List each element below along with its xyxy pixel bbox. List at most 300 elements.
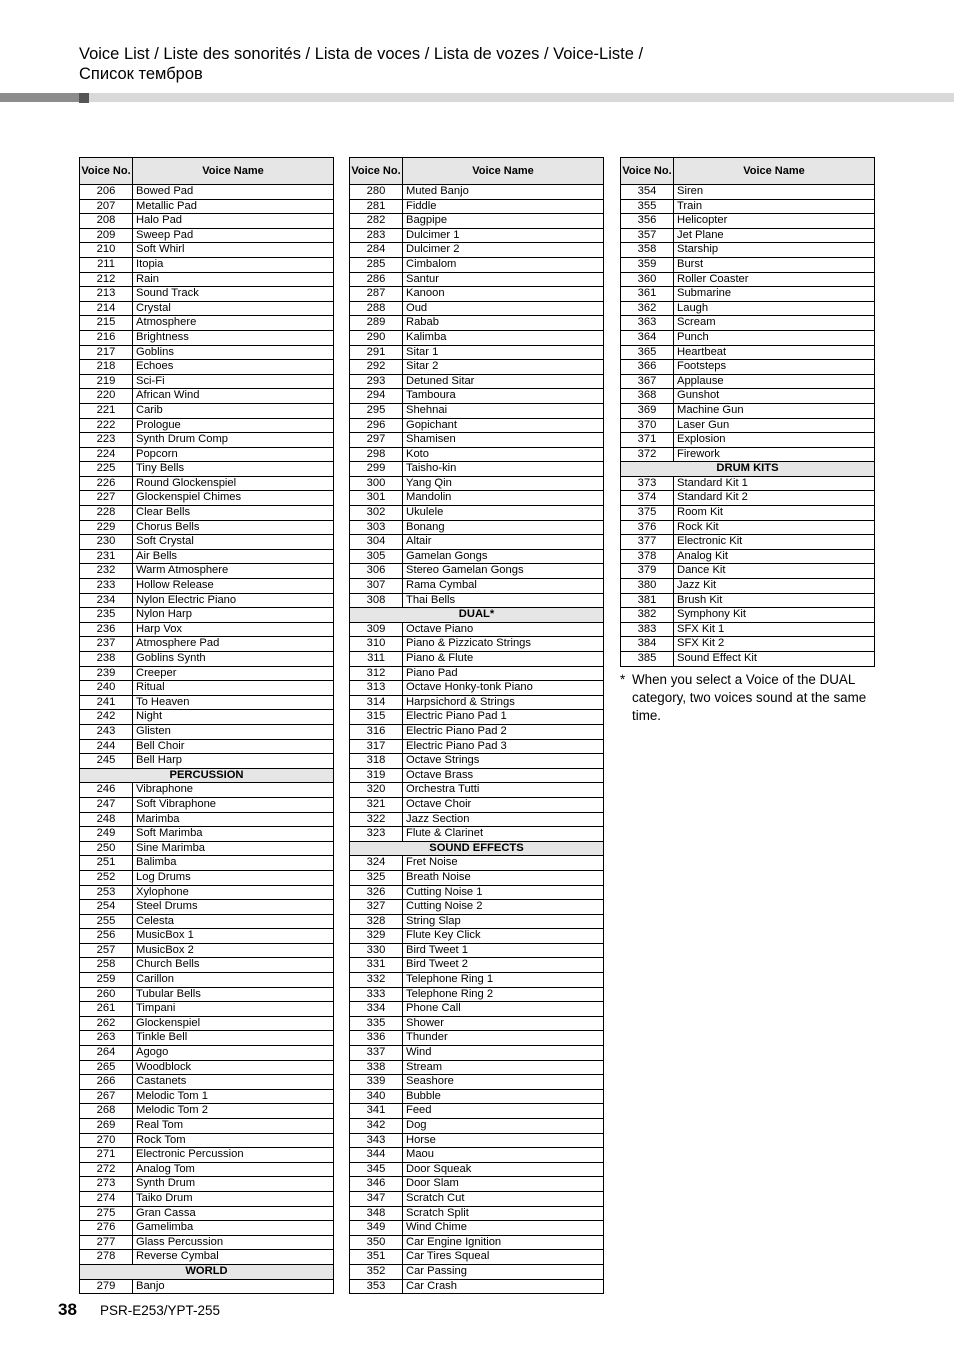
table-row: [80, 272, 334, 287]
voice-name: Orchestra Tutti: [403, 783, 604, 798]
voice-number: 362: [621, 301, 674, 316]
voice-name: Church Bells: [133, 958, 334, 973]
voice-name: Train: [674, 199, 875, 214]
voice-name: Wind Chime: [403, 1221, 604, 1236]
table-row: [350, 652, 604, 667]
table-row: [350, 1002, 604, 1017]
table-row: [80, 783, 334, 798]
voice-name: Kanoon: [403, 287, 604, 302]
table-row: [350, 885, 604, 900]
voice-number: 269: [80, 1119, 133, 1134]
voice-name: Glisten: [133, 724, 334, 739]
table-row: [621, 418, 875, 433]
voice-name: Footsteps: [674, 360, 875, 375]
table-row: [80, 301, 334, 316]
voice-number: 284: [350, 243, 403, 258]
voice-number: 295: [350, 403, 403, 418]
voice-name: Door Squeak: [403, 1162, 604, 1177]
table-row: [80, 754, 334, 769]
voice-name-header: Voice Name: [133, 158, 334, 185]
voice-number: 259: [80, 973, 133, 988]
table-row: [80, 724, 334, 739]
table-row: [80, 287, 334, 302]
voice-name: Sitar 2: [403, 360, 604, 375]
voice-number: 258: [80, 958, 133, 973]
table-row: [350, 564, 604, 579]
table-row: [350, 856, 604, 871]
voice-name: Dulcimer 1: [403, 228, 604, 243]
voice-name: Explosion: [674, 433, 875, 448]
voice-number: 358: [621, 243, 674, 258]
table-row: [80, 666, 334, 681]
voice-name: Warm Atmosphere: [133, 564, 334, 579]
voice-number: 356: [621, 214, 674, 229]
voice-number: 261: [80, 1002, 133, 1017]
voice-name: Rabab: [403, 316, 604, 331]
voice-name: Heartbeat: [674, 345, 875, 360]
voice-number: 271: [80, 1148, 133, 1163]
voice-name: Glockenspiel Chimes: [133, 491, 334, 506]
table-row: [350, 403, 604, 418]
voice-number: 255: [80, 914, 133, 929]
voice-name: Itopia: [133, 257, 334, 272]
voice-number: 337: [350, 1046, 403, 1061]
table-row: [350, 1206, 604, 1221]
table-row: [80, 856, 334, 871]
voice-number: 373: [621, 476, 674, 491]
table-row: [350, 476, 604, 491]
voice-number: 268: [80, 1104, 133, 1119]
voice-number: 253: [80, 885, 133, 900]
voice-name: Firework: [674, 447, 875, 462]
voice-name: Reverse Cymbal: [133, 1250, 334, 1265]
table-row: [350, 1221, 604, 1236]
table-row: [350, 637, 604, 652]
voice-number: 227: [80, 491, 133, 506]
table-row: [80, 1148, 334, 1163]
voice-name: Synth Drum: [133, 1177, 334, 1192]
table-row: [80, 827, 334, 842]
voice-number: 240: [80, 681, 133, 696]
table-row: [80, 622, 334, 637]
voice-name: Melodic Tom 1: [133, 1089, 334, 1104]
voice-number: 252: [80, 870, 133, 885]
voice-name: Soft Marimba: [133, 827, 334, 842]
voice-name: Laser Gun: [674, 418, 875, 433]
page-title-line-1: Voice List / Liste des sonorités / Lista de voces / Lista de vozes / Voice-Liste /: [79, 45, 644, 63]
table-row: [80, 1075, 334, 1090]
voice-name: Bubble: [403, 1089, 604, 1104]
voice-name: Analog Tom: [133, 1162, 334, 1177]
voice-number: 215: [80, 316, 133, 331]
voice-number: 338: [350, 1060, 403, 1075]
table-row: [350, 783, 604, 798]
voice-name: Siren: [674, 185, 875, 200]
table-row: [80, 885, 334, 900]
voice-name: Oud: [403, 301, 604, 316]
table-row: [350, 316, 604, 331]
voice-name: Timpani: [133, 1002, 334, 1017]
voice-name: Tubular Bells: [133, 987, 334, 1002]
voice-number: 351: [350, 1250, 403, 1265]
table-row: [350, 214, 604, 229]
table-row: [80, 637, 334, 652]
voice-number: 307: [350, 579, 403, 594]
voice-name: Nylon Harp: [133, 608, 334, 623]
voice-number: 298: [350, 447, 403, 462]
voice-number: 375: [621, 506, 674, 521]
voice-number: 263: [80, 1031, 133, 1046]
voice-number: 226: [80, 476, 133, 491]
voice-table-3: [620, 157, 875, 667]
voice-name: Thai Bells: [403, 593, 604, 608]
voice-name: Log Drums: [133, 870, 334, 885]
voice-name: Cutting Noise 2: [403, 900, 604, 915]
table-row: [350, 433, 604, 448]
voice-name: Thunder: [403, 1031, 604, 1046]
table-row: [350, 987, 604, 1002]
voice-name: Jet Plane: [674, 228, 875, 243]
table-row: [350, 958, 604, 973]
voice-number: 236: [80, 622, 133, 637]
table-row: [350, 345, 604, 360]
voice-name: Banjo: [133, 1279, 334, 1294]
voice-name: Electronic Kit: [674, 535, 875, 550]
voice-number: 254: [80, 900, 133, 915]
table-row: [621, 301, 875, 316]
table-row: [350, 579, 604, 594]
table-row: [80, 797, 334, 812]
voice-number: 246: [80, 783, 133, 798]
table-row: [621, 287, 875, 302]
voice-number: 230: [80, 535, 133, 550]
voice-name: Taiko Drum: [133, 1191, 334, 1206]
voice-number: 361: [621, 287, 674, 302]
table-row: [350, 301, 604, 316]
voice-name: Electric Piano Pad 1: [403, 710, 604, 725]
voice-number: 359: [621, 257, 674, 272]
table-row: [350, 797, 604, 812]
voice-name: Marimba: [133, 812, 334, 827]
table-row: [350, 1264, 604, 1279]
voice-number: 299: [350, 462, 403, 477]
voice-number: 316: [350, 724, 403, 739]
table-row: [621, 608, 875, 623]
voice-number: 238: [80, 652, 133, 667]
voice-number: 331: [350, 958, 403, 973]
voice-number: 355: [621, 199, 674, 214]
table-row: [350, 1119, 604, 1134]
voice-number: 304: [350, 535, 403, 550]
voice-name: Sitar 1: [403, 345, 604, 360]
table-row: [621, 389, 875, 404]
table-row: [350, 973, 604, 988]
table-row: [80, 1162, 334, 1177]
voice-number: 212: [80, 272, 133, 287]
voice-number: 286: [350, 272, 403, 287]
voice-name: Brightness: [133, 330, 334, 345]
table-row: [350, 330, 604, 345]
voice-name: Taisho-kin: [403, 462, 604, 477]
voice-name: Vibraphone: [133, 783, 334, 798]
voice-name: Echoes: [133, 360, 334, 375]
voice-name: Muted Banjo: [403, 185, 604, 200]
voice-number: 328: [350, 914, 403, 929]
table-row: [80, 929, 334, 944]
voice-name: Electronic Percussion: [133, 1148, 334, 1163]
table-row: [350, 1250, 604, 1265]
table-row: [80, 228, 334, 243]
voice-number: 344: [350, 1148, 403, 1163]
voice-number: 264: [80, 1046, 133, 1061]
voice-number: 377: [621, 535, 674, 550]
voice-name: Clear Bells: [133, 506, 334, 521]
table-row: [80, 418, 334, 433]
voice-number: 282: [350, 214, 403, 229]
table-row: [350, 549, 604, 564]
voice-number: 278: [80, 1250, 133, 1265]
table-row: [80, 491, 334, 506]
voice-name: Xylophone: [133, 885, 334, 900]
table-row: [621, 535, 875, 550]
voice-number: 293: [350, 374, 403, 389]
voice-number: 329: [350, 929, 403, 944]
table-row: [350, 724, 604, 739]
voice-number: 219: [80, 374, 133, 389]
voice-number: 343: [350, 1133, 403, 1148]
voice-name: Electric Piano Pad 2: [403, 724, 604, 739]
table-row: [350, 1133, 604, 1148]
voice-number: 225: [80, 462, 133, 477]
table-row: [350, 593, 604, 608]
voice-number: 315: [350, 710, 403, 725]
voice-name: Rama Cymbal: [403, 579, 604, 594]
voice-name: Tinkle Bell: [133, 1031, 334, 1046]
voice-number: 339: [350, 1075, 403, 1090]
voice-name: Stereo Gamelan Gongs: [403, 564, 604, 579]
voice-name: Bagpipe: [403, 214, 604, 229]
table-row: [80, 214, 334, 229]
table-row: [621, 491, 875, 506]
voice-number: 248: [80, 812, 133, 827]
voice-name: Celesta: [133, 914, 334, 929]
voice-name: Burst: [674, 257, 875, 272]
voice-name: Soft Whirl: [133, 243, 334, 258]
voice-name: Scratch Split: [403, 1206, 604, 1221]
voice-name: Altair: [403, 535, 604, 550]
table-row: [80, 681, 334, 696]
voice-name: Wind: [403, 1046, 604, 1061]
table-row: [621, 403, 875, 418]
voice-name: Roller Coaster: [674, 272, 875, 287]
voice-name: Cimbalom: [403, 257, 604, 272]
voice-name: Piano & Pizzicato Strings: [403, 637, 604, 652]
voice-name: Octave Honky-tonk Piano: [403, 681, 604, 696]
voice-number: 292: [350, 360, 403, 375]
voice-number: 347: [350, 1191, 403, 1206]
table-row: [80, 1191, 334, 1206]
voice-number: 378: [621, 549, 674, 564]
voice-number: 327: [350, 900, 403, 915]
voice-number: 370: [621, 418, 674, 433]
footnote-asterisk: *: [620, 672, 626, 687]
voice-name: Sweep Pad: [133, 228, 334, 243]
voice-name: Telephone Ring 1: [403, 973, 604, 988]
table-row: [80, 593, 334, 608]
voice-name: Detuned Sitar: [403, 374, 604, 389]
voice-number: 348: [350, 1206, 403, 1221]
table-row: [80, 1046, 334, 1061]
voice-name: Helicopter: [674, 214, 875, 229]
voice-number: 214: [80, 301, 133, 316]
table-row: [80, 1206, 334, 1221]
table-row: [350, 1089, 604, 1104]
voice-name: Room Kit: [674, 506, 875, 521]
voice-number: 352: [350, 1264, 403, 1279]
voice-number: 277: [80, 1235, 133, 1250]
table-row: [350, 695, 604, 710]
table-row: [80, 1002, 334, 1017]
voice-name: Metallic Pad: [133, 199, 334, 214]
voice-name: Applause: [674, 374, 875, 389]
table-row: [350, 929, 604, 944]
voice-number: 383: [621, 622, 674, 637]
voice-name: Sound Effect Kit: [674, 652, 875, 667]
voice-name: Castanets: [133, 1075, 334, 1090]
voice-number: 237: [80, 637, 133, 652]
table-row: [80, 1235, 334, 1250]
header-rule-light: [89, 93, 954, 102]
voice-name: Real Tom: [133, 1119, 334, 1134]
voice-number: 325: [350, 870, 403, 885]
voice-name: Octave Piano: [403, 622, 604, 637]
table-row: [80, 462, 334, 477]
voice-name: Phone Call: [403, 1002, 604, 1017]
voice-number: 309: [350, 622, 403, 637]
table-row: [80, 389, 334, 404]
voice-number: 302: [350, 506, 403, 521]
voice-name-header: Voice Name: [403, 158, 604, 185]
voice-number: 218: [80, 360, 133, 375]
voice-number: 288: [350, 301, 403, 316]
table-row: [80, 257, 334, 272]
voice-number: 242: [80, 710, 133, 725]
table-row: [80, 447, 334, 462]
table-row: [80, 403, 334, 418]
voice-number: 360: [621, 272, 674, 287]
voice-number: 364: [621, 330, 674, 345]
voice-number: 285: [350, 257, 403, 272]
table-row: [350, 199, 604, 214]
voice-name: Cutting Noise 1: [403, 885, 604, 900]
table-row: [80, 579, 334, 594]
voice-name: Bell Harp: [133, 754, 334, 769]
table-row: [80, 870, 334, 885]
voice-name: Scream: [674, 316, 875, 331]
voice-number: 260: [80, 987, 133, 1002]
voice-name: Synth Drum Comp: [133, 433, 334, 448]
voice-number: 330: [350, 943, 403, 958]
voice-number: 220: [80, 389, 133, 404]
voice-name: Sine Marimba: [133, 841, 334, 856]
category-row: [350, 841, 604, 856]
voice-name: String Slap: [403, 914, 604, 929]
voice-number: 346: [350, 1177, 403, 1192]
voice-name: Rain: [133, 272, 334, 287]
table-row: [621, 549, 875, 564]
voice-number: 228: [80, 506, 133, 521]
voice-number: 223: [80, 433, 133, 448]
voice-number: 274: [80, 1191, 133, 1206]
voice-name: Harpsichord & Strings: [403, 695, 604, 710]
table-header-row: [621, 158, 875, 185]
dual-footnote: [620, 671, 880, 725]
table-row: [80, 608, 334, 623]
table-row: [80, 914, 334, 929]
header-rule-dark: [0, 93, 89, 102]
voice-name: Horse: [403, 1133, 604, 1148]
voice-number: 291: [350, 345, 403, 360]
table-row: [350, 739, 604, 754]
voice-name: African Wind: [133, 389, 334, 404]
table-row: [350, 374, 604, 389]
voice-name: Creeper: [133, 666, 334, 681]
voice-number: 231: [80, 549, 133, 564]
voice-name: Car Engine Ignition: [403, 1235, 604, 1250]
voice-name: Balimba: [133, 856, 334, 871]
voice-number: 279: [80, 1279, 133, 1294]
voice-name: Starship: [674, 243, 875, 258]
voice-name: Tiny Bells: [133, 462, 334, 477]
voice-no-header: Voice No.: [621, 158, 674, 185]
voice-number: 306: [350, 564, 403, 579]
voice-number: 376: [621, 520, 674, 535]
voice-name: Punch: [674, 330, 875, 345]
voice-name: Halo Pad: [133, 214, 334, 229]
voice-number: 318: [350, 754, 403, 769]
voice-name: Electric Piano Pad 3: [403, 739, 604, 754]
category-label: SOUND EFFECTS: [350, 841, 604, 856]
table-row: [621, 579, 875, 594]
voice-name: Standard Kit 1: [674, 476, 875, 491]
table-row: [621, 199, 875, 214]
table-header-row: [80, 158, 334, 185]
voice-number: 365: [621, 345, 674, 360]
voice-name: Dog: [403, 1119, 604, 1134]
voice-name: Car Passing: [403, 1264, 604, 1279]
voice-name: Soft Crystal: [133, 535, 334, 550]
voice-number: 265: [80, 1060, 133, 1075]
voice-name: Soft Vibraphone: [133, 797, 334, 812]
table-row: [621, 564, 875, 579]
table-row: [80, 1119, 334, 1134]
table-row: [350, 447, 604, 462]
voice-name: Carib: [133, 403, 334, 418]
voice-number: 372: [621, 447, 674, 462]
voice-name: Harp Vox: [133, 622, 334, 637]
voice-number: 289: [350, 316, 403, 331]
voice-number: 249: [80, 827, 133, 842]
voice-number: 334: [350, 1002, 403, 1017]
table-row: [80, 476, 334, 491]
voice-number: 222: [80, 418, 133, 433]
voice-name: Atmosphere: [133, 316, 334, 331]
voice-name: Goblins Synth: [133, 652, 334, 667]
voice-number: 262: [80, 1016, 133, 1031]
voice-number: 379: [621, 564, 674, 579]
voice-name: Shamisen: [403, 433, 604, 448]
table-row: [350, 257, 604, 272]
